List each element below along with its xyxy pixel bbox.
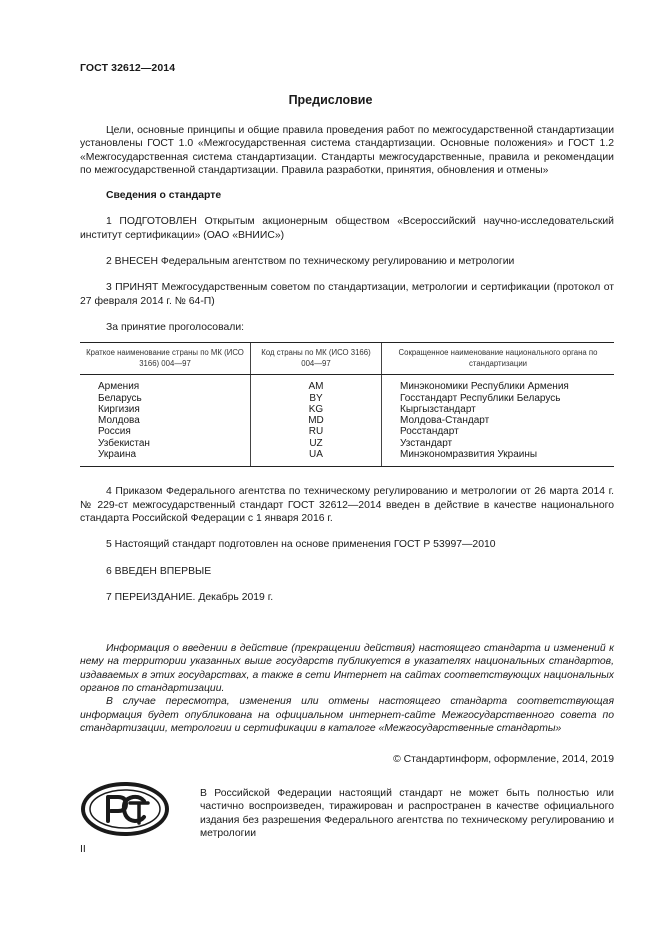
country-name: Украина	[80, 449, 251, 467]
country-code: RU	[251, 426, 382, 437]
voted-label: За принятие проголосовали:	[106, 321, 245, 333]
table-row	[80, 393, 614, 404]
standards-body: Узстандарт	[382, 438, 615, 449]
table-row	[80, 404, 614, 415]
country-code: KG	[251, 404, 382, 415]
table-row	[80, 415, 614, 426]
table-row	[80, 438, 614, 449]
table-row	[80, 375, 614, 393]
reproduction-notice: В Российской Федерации настоящий стандарт не может быть полностью или частично воспроизведен, тиражирован и распространен в качестве официального издания без разрешения Федерального агентства по техническому регулированию и метрологии	[200, 788, 614, 839]
country-code: UZ	[251, 438, 382, 449]
item-3-adopted: 3 ПРИНЯТ Межгосударственным советом по стандартизации, метрологии и сертификации (протокол от 27 февраля 2014 г. № 64-П)	[80, 282, 614, 307]
item-7-reissue: 7 ПЕРЕИЗДАНИЕ. Декабрь 2019 г.	[106, 591, 274, 603]
country-code: UA	[251, 449, 382, 467]
standards-body: Минэкономики Республики Армения	[382, 375, 615, 393]
info-italic-paragraph-1: Информация о введении в действие (прекращении действия) настоящего стандарта и изменений к нему на территории указанных выше государств публикуется в указателях национальных стандартов, издаваемых в этих государствах, а также в сети Интернет на сайтах соответствующих национальных органов по стандартизации.	[80, 643, 614, 695]
info-italic-paragraph-2: В случае пересмотра, изменения или отмены настоящего стандарта соответствующая информация будет опубликована на официальном интернет-сайте Межгосударственного совета по стандартизации, метрологии и сертификации в каталоге «Межгосударственные стандарты»	[80, 696, 614, 734]
standards-body: Кыргызстандарт	[382, 404, 615, 415]
item-1-prepared: 1 ПОДГОТОВЛЕН Открытым акционерным обществом «Всероссийский научно-исследовательский институт сертификации» (ОАО «ВНИИС»)	[80, 216, 614, 241]
header-country-name: Краткое наименование страны по МК (ИСО 3166) 004—97	[80, 343, 251, 375]
standards-body: Минэкономразвития Украины	[382, 449, 615, 467]
page-number: II	[80, 843, 86, 855]
country-name: Узбекистан	[98, 437, 150, 449]
standards-body: Росстандарт	[382, 426, 615, 437]
intro-paragraph: Цели, основные принципы и общие правила проведения работ по межгосударственной стандартизации установлены ГОСТ 1.0 «Межгосударственная система стандартизации. Основные положения» и ГОСТ 1.2 «Межгосударственная система стандартизации. Стандарты межгосударственные, правила и рекомендации по межгосударственной стандартизации. Правила разработки, принятия, обновления и отмены»	[80, 125, 614, 176]
item-6-first-introduced: 6 ВВЕДЕН ВПЕРВЫЕ	[106, 565, 212, 577]
country-code: MD	[251, 415, 382, 426]
table-row	[80, 449, 614, 467]
standard-code-header: ГОСТ 32612—2014	[80, 62, 176, 74]
preface-content	[80, 124, 614, 767]
rst-logo-icon	[80, 781, 170, 837]
standards-body: Госстандарт Республики Беларусь	[382, 393, 615, 404]
country-code: AM	[251, 375, 382, 393]
item-5-based-on: 5 Настоящий стандарт подготовлен на основе применения ГОСТ Р 53997—2010	[106, 539, 496, 551]
page-title: Предисловие	[288, 93, 373, 107]
item-2-introduced: 2 ВНЕСЕН Федеральным агентством по техническому регулированию и метрологии	[106, 256, 515, 268]
country-name: Россия	[98, 426, 131, 438]
header-country-code: Код страны по МК (ИСО 3166) 004—97	[251, 343, 382, 375]
standard-info-heading: Сведения о стандарте	[106, 190, 222, 202]
copyright-line: © Стандартинформ, оформление, 2014, 2019	[393, 754, 614, 766]
country-name: Беларусь	[98, 392, 142, 404]
country-name: Армения	[98, 381, 140, 393]
header-standards-body: Сокращенное наименование национального органа по стандартизации	[382, 343, 615, 375]
table-row	[80, 426, 614, 437]
country-name: Киргизия	[98, 403, 140, 415]
voting-states-table	[80, 342, 614, 467]
country-name: Молдова	[98, 415, 140, 427]
table-header-row	[80, 343, 614, 375]
standards-body: Молдова-Стандарт	[382, 415, 615, 426]
item-4-order: 4 Приказом Федерального агентства по техническому регулированию и метрологии от 26 марта 2014 г. № 229-ст межгосударственный стандарт ГОСТ 32612—2014 введен в действие в качестве национального стандарта Российской Федерации с 1 января 2016 г.	[80, 486, 614, 524]
country-code: BY	[251, 393, 382, 404]
